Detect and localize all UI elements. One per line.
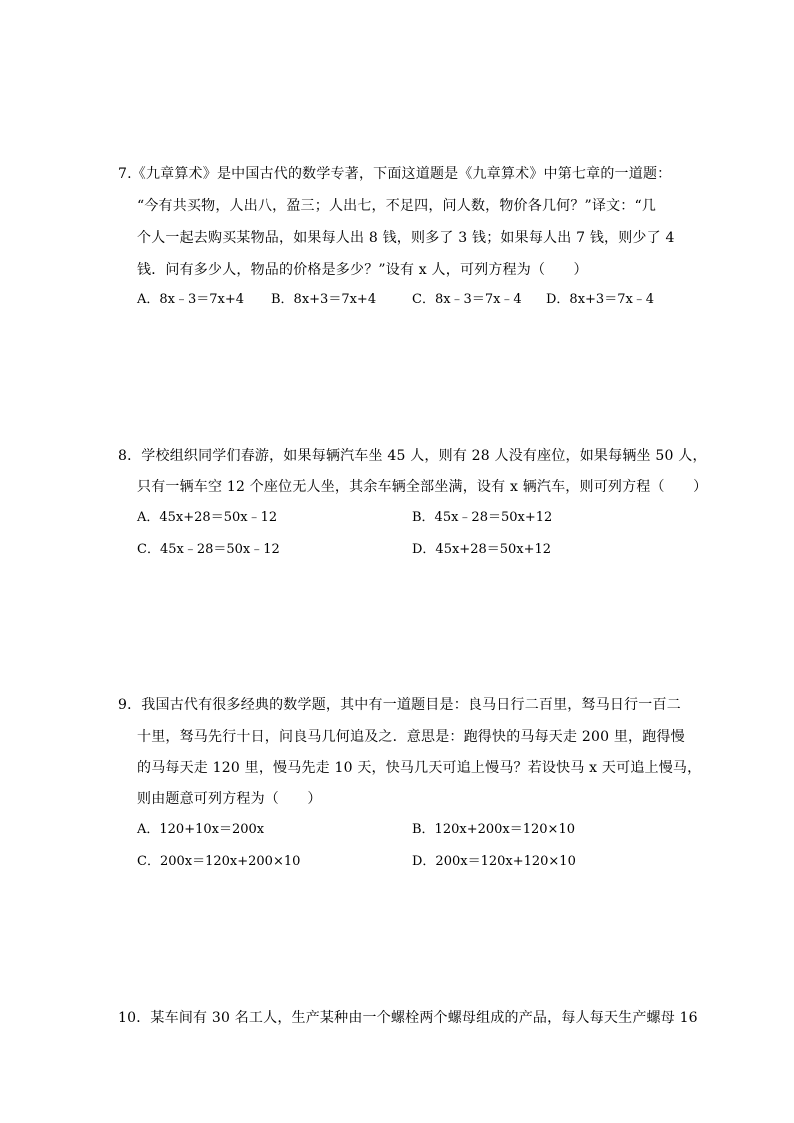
question-9-line-2: 十里，驽马先行十日，问良马几何追及之．意思是：跑得快的马每天走 200 里，跑得慢 — [137, 729, 685, 745]
question-7-option-c: C．8x﹣3＝7x﹣4 — [412, 292, 522, 307]
question-7-line-1: 7.《九章算术》是中国古代的数学专著，下面这道题是《九章算术》中第七章的一道题： — [118, 166, 672, 182]
question-8-line-2: 只有一辆车空 12 个座位无人坐，其余车辆全部坐满，设有 x 辆汽车，则可列方程（ ） — [137, 479, 708, 495]
question-7-line-2: “今有共买物，人出八，盈三；人出七，不足四，问人数，物价各几何？”译文：“几 — [137, 198, 657, 214]
question-7-line-3: 个人一起去购买某物品，如果每人出 8 钱，则多了 3 钱；如果每人出 7 钱，则少了 4 — [137, 230, 675, 246]
question-9-option-b: B．120x+200x＝120×10 — [412, 822, 575, 837]
question-7-option-d: D．8x+3＝7x﹣4 — [546, 292, 655, 307]
question-10-line-1: 10．某车间有 30 名工人，生产某种由一个螺栓两个螺母组成的产品，每人每天生产螺母 16 — [118, 1010, 698, 1026]
question-9-line-3: 的马每天走 120 里，慢马先走 10 天，快马几天可追上慢马？若设快马 x 天可追上慢马， — [137, 760, 702, 776]
question-9-line-4: 则由题意可列方程为（ ） — [137, 791, 322, 807]
question-8-option-c: C．45x﹣28＝50x﹣12 — [137, 542, 280, 557]
question-7-option-a: A．8x﹣3＝7x+4 — [137, 292, 245, 307]
question-7-line-4: 钱．问有多少人，物品的价格是多少？”设有 x 人，可列方程为（ ） — [137, 262, 588, 278]
question-9-option-c: C．200x＝120x+200×10 — [137, 854, 301, 869]
question-7-option-b: B．8x+3＝7x+4 — [271, 292, 377, 307]
question-8-option-b: B．45x﹣28＝50x+12 — [412, 510, 553, 525]
question-9-option-d: D．200x＝120x+120×10 — [412, 854, 576, 869]
question-8-option-d: D．45x+28＝50x+12 — [412, 542, 552, 557]
question-9-line-1: 9．我国古代有很多经典的数学题，其中有一道题目是：良马日行二百里，驽马日行一百二 — [118, 697, 681, 713]
question-9-option-a: A．120+10x＝200x — [137, 822, 265, 837]
question-8-line-1: 8．学校组织同学们春游，如果每辆汽车坐 45 人，则有 28 人没有座位，如果每辆坐 50 人， — [118, 448, 707, 464]
question-8-option-a: A．45x+28＝50x﹣12 — [137, 510, 278, 525]
